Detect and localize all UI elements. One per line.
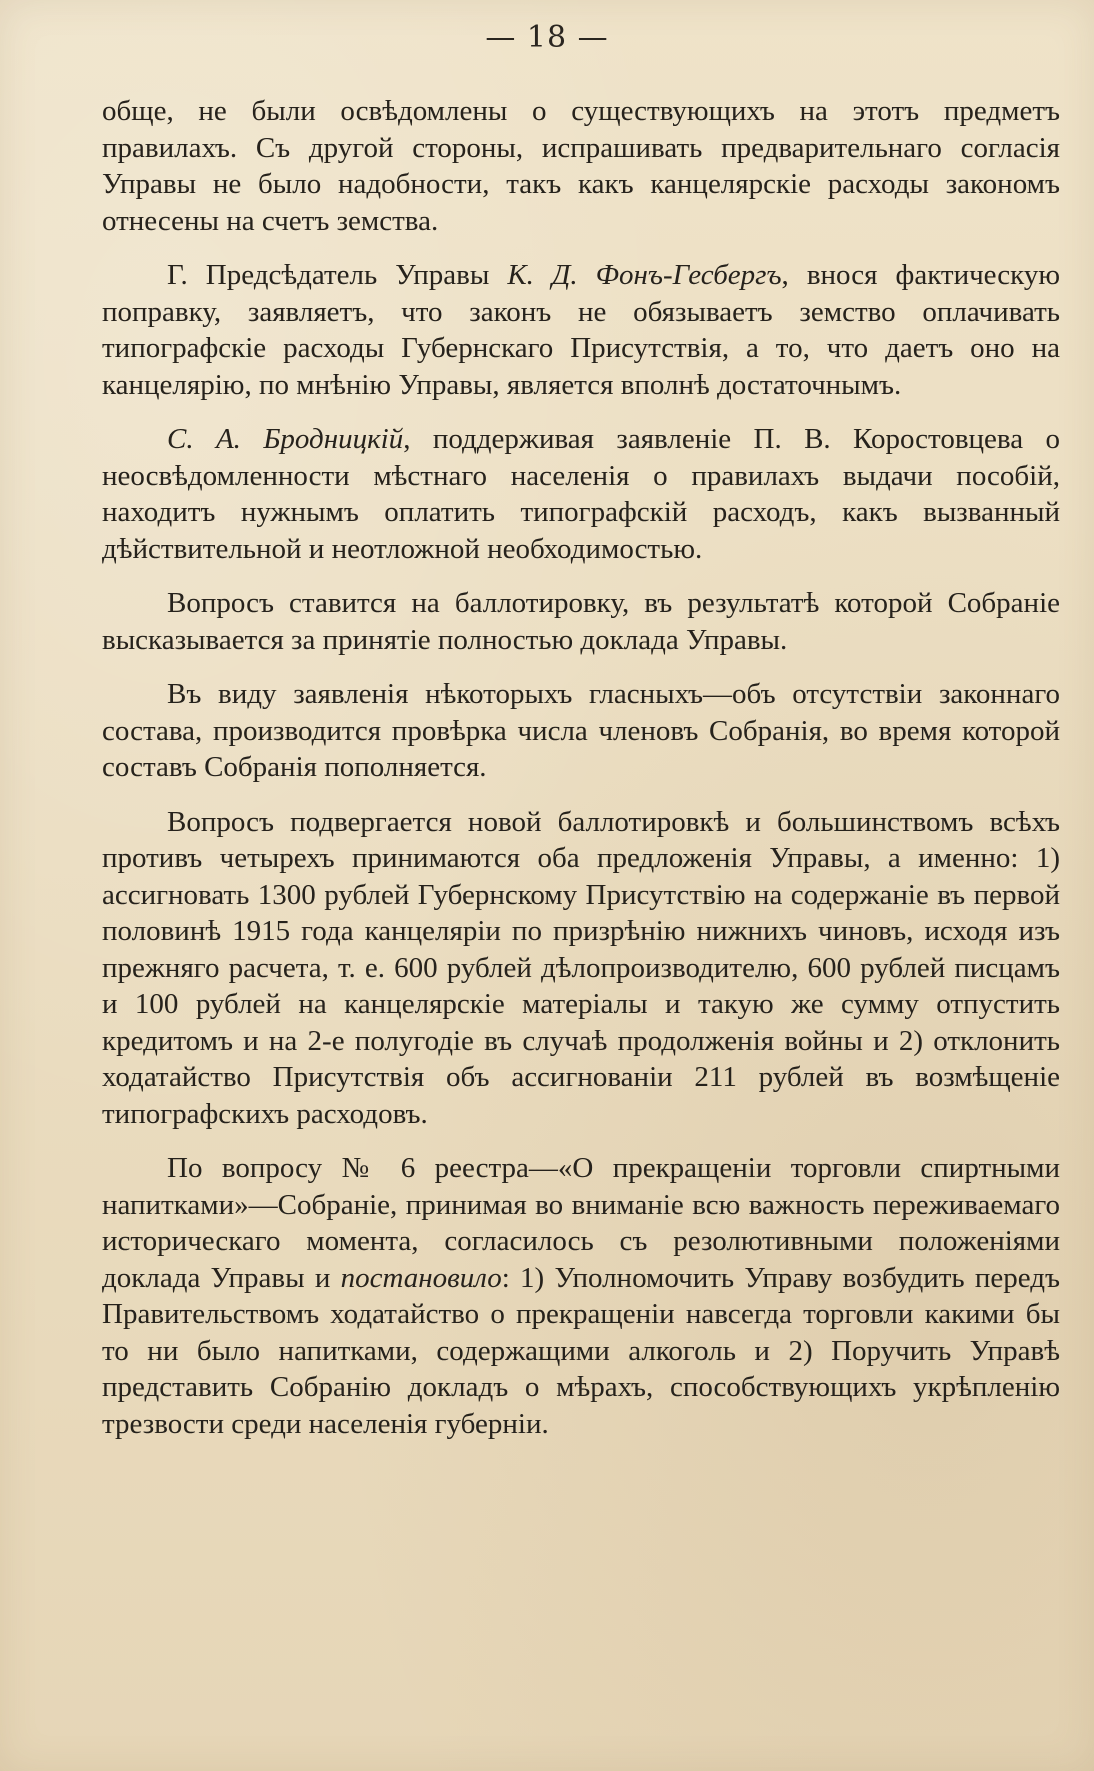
paragraph-4: Вопросъ ставится на баллотировку, въ результатѣ которой Собраніе высказывается за принятіе полностью доклада Управы. xyxy=(102,587,1060,656)
paragraph-7-lead: По вопросу № 6 реестра—«О прекращеніи торговли спиртными напитками»—Собраніе, принимая во вниманіе всю важность переживаемаго историческаго момента, согласилось съ резолютивными положеніями доклада Управы и xyxy=(102,1152,1060,1294)
chairman-name: К. Д. Фонъ-Гесбергъ xyxy=(507,259,782,291)
paragraph-6: Вопросъ подвергается новой баллотировкѣ и большинствомъ всѣхъ противъ четырехъ принимаются оба предложенія Управы, а именно: 1) ассигновать 1300 рублей Губернскому Присутствію на содержаніе въ первой половинѣ 1915 года канцеляріи по призрѣнію нижнихъ чиновъ, исходя изъ прежняго расчета, т. е. 600 рублей дѣлопроизводителю, 600 рублей писцамъ и 100 рублей на канцелярскіе матеріалы и такую же сумму отпустить кредитомъ и на 2-е полугодіе въ случаѣ продолженія войны и 2) отклонить ходатайство Присутствія объ ассигнованіи 211 рублей въ возмѣщеніе типографскихъ расходовъ. xyxy=(102,805,1060,1130)
paragraph-2-lead: Г. Предсѣдатель Управы xyxy=(167,259,508,291)
speaker-name: С. А. Бродницкій xyxy=(167,423,404,455)
resolution-word: постановило xyxy=(340,1261,502,1294)
paragraph-1: обще, не были освѣдомлены о существующихъ на этотъ предметъ правилахъ. Съ другой стороны, испрашивать предварительнаго согласія Управы не было надобности, такъ какъ канцелярскіе расходы закономъ отнесены на счетъ земства. xyxy=(102,95,1060,237)
paragraph-2-rest: , внося фактическую поправку, заявляетъ, что законъ не обязываетъ земство оплачивать типографскіе расходы Губернскаго Присутствія, а то, что даетъ оно на канцелярію, по мнѣнію Управы, является вполнѣ достаточнымъ. xyxy=(102,259,1060,401)
paragraph-7-rest: : 1) Уполномочить Управу возбудить передъ Правительствомъ ходатайство о прекращеніи навсегда торговли какими бы то ни было напитками, содержащими алкоголь и 2) Поручить Управѣ представить Собранію докладъ о мѣрахъ, способствующихъ укрѣпленію трезвости среди населенія губерніи. xyxy=(102,1261,1060,1440)
text-body xyxy=(102,93,1060,1442)
paragraph-5: Въ виду заявленія нѣкоторыхъ гласныхъ—объ отсутствіи законнаго состава, производится провѣрка числа членовъ Собранія, во время которой составъ Собранія пополняется. xyxy=(102,678,1060,783)
paragraph-3-rest: , поддерживая заявленіе П. В. Коростовцева о неосвѣдомленности мѣстнаго населенія о правилахъ выдачи пособій, находитъ нужнымъ оплатить типографскій расходъ, какъ вызванный дѣйствительной и неотложной необходимостью. xyxy=(102,423,1060,565)
page-number: — 18 — xyxy=(485,20,609,55)
paragraph-2 xyxy=(102,257,1060,403)
paragraph-7 xyxy=(102,1150,1060,1442)
paragraph-3 xyxy=(102,421,1060,567)
